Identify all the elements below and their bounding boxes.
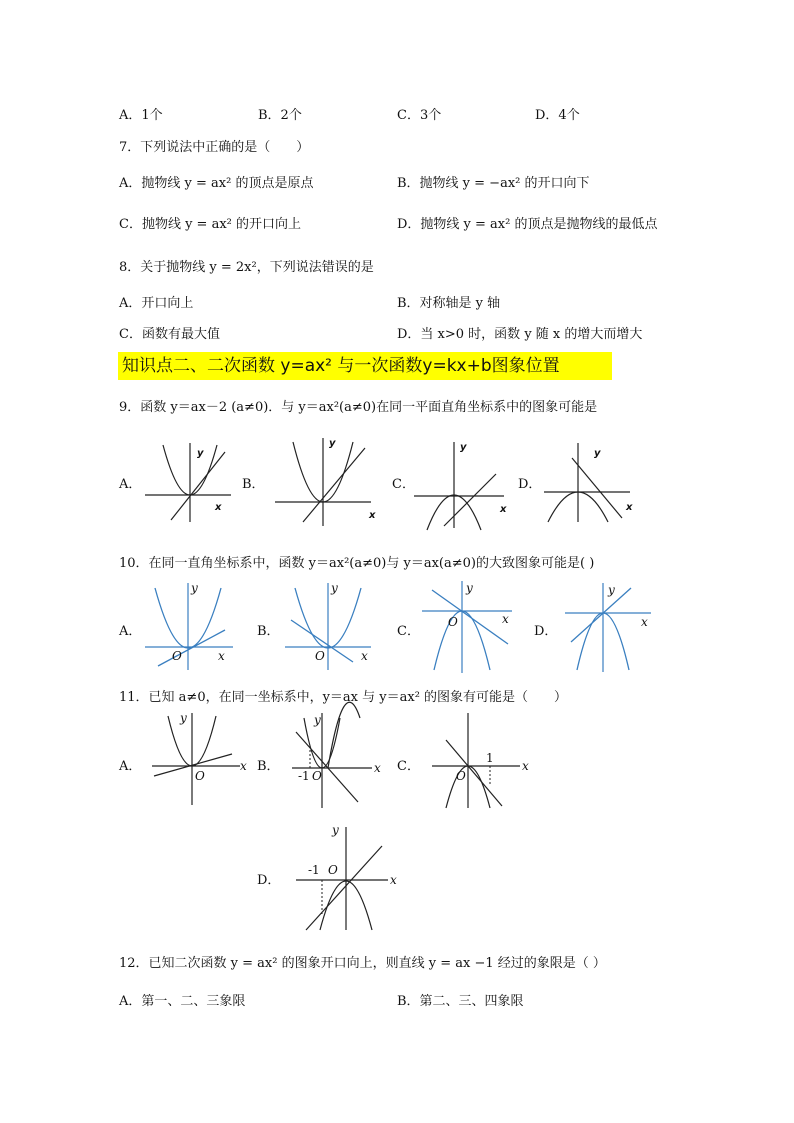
svg-text:x: x xyxy=(374,761,381,775)
svg-text:-1: -1 xyxy=(298,769,310,783)
q11-graph-b xyxy=(292,710,392,810)
q11-graph-c xyxy=(432,710,532,810)
q12-option-a: A．第一、二、三象限 xyxy=(119,994,246,1009)
q9-label-c: C． xyxy=(392,477,415,492)
q10-label-a: A． xyxy=(119,624,142,639)
q8-option-c: C．函数有最大值 xyxy=(119,327,220,342)
svg-text:y: y xyxy=(460,442,467,453)
svg-text:1: 1 xyxy=(486,751,494,765)
svg-text:y: y xyxy=(331,581,338,595)
q8-option-b: B．对称轴是 y 轴 xyxy=(397,296,501,311)
q11-label-b: B． xyxy=(257,759,280,774)
q9-graph-c xyxy=(412,438,512,530)
q6-option-b: B．2个 xyxy=(258,108,302,123)
svg-text:x: x xyxy=(218,649,225,663)
q9-label-a: A． xyxy=(119,477,142,492)
q6-option-d: D．4个 xyxy=(535,108,580,123)
svg-text:y: y xyxy=(594,448,601,459)
svg-text:y: y xyxy=(314,713,321,727)
q12-stem: 12．已知二次函数 y = ax² 的图象开口向上，则直线 y = ax −1 经过的象限是（ ） xyxy=(119,956,606,971)
svg-text:y: y xyxy=(329,438,336,449)
q12-option-b: B．第二、三、四象限 xyxy=(397,994,524,1009)
svg-text:x: x xyxy=(361,649,368,663)
q7-option-d: D．抛物线 y = ax² 的顶点是抛物线的最低点 xyxy=(397,217,658,232)
svg-text:y: y xyxy=(180,711,187,725)
q10-label-b: B． xyxy=(257,624,280,639)
svg-text:y: y xyxy=(466,581,473,595)
q11-graph-d xyxy=(292,824,402,932)
svg-text:x: x xyxy=(522,759,529,773)
svg-text:y: y xyxy=(608,583,615,597)
svg-text:x: x xyxy=(626,502,633,513)
q9-label-b: B． xyxy=(242,477,265,492)
q11-label-c: C． xyxy=(397,759,420,774)
svg-text:x: x xyxy=(390,873,397,887)
svg-text:y: y xyxy=(197,448,204,459)
svg-text:O: O xyxy=(172,649,182,663)
q10-graph-c xyxy=(420,578,520,673)
q11-graph-a xyxy=(150,710,250,805)
q6-option-c: C．3个 xyxy=(397,108,442,123)
q8-option-a: A．开口向上 xyxy=(119,296,194,311)
svg-text:x: x xyxy=(240,759,247,773)
q10-graph-d xyxy=(563,580,663,672)
svg-text:y: y xyxy=(332,823,339,837)
section-heading: 知识点二、二次函数 y=ax² 与一次函数y=kx+b图象位置 xyxy=(118,352,612,380)
q7-option-b: B．抛物线 y = −ax² 的开口向下 xyxy=(397,176,590,191)
q10-label-c: C． xyxy=(397,624,420,639)
svg-text:x: x xyxy=(369,510,376,521)
svg-text:O: O xyxy=(448,615,458,629)
svg-text:x: x xyxy=(500,504,507,515)
q8-option-d: D．当 x>0 时，函数 y 随 x 的增大而增大 xyxy=(397,327,643,342)
q9-graph-b xyxy=(273,434,383,526)
q8-stem: 8．关于抛物线 y = 2x²，下列说法错误的是 xyxy=(119,260,374,275)
svg-text:x: x xyxy=(502,612,509,626)
q10-graph-a xyxy=(143,580,243,670)
svg-text:O: O xyxy=(312,769,322,783)
q9-graph-d xyxy=(542,440,637,525)
q7-stem: 7．下列说法中正确的是（ ） xyxy=(119,140,310,155)
q11-stem: 11．已知 a≠0，在同一坐标系中，y＝ax 与 y＝ax² 的图象有可能是（ ） xyxy=(119,690,568,705)
q9-graph-a xyxy=(143,440,238,525)
q11-label-d: D． xyxy=(257,873,281,888)
svg-text:x: x xyxy=(215,502,222,513)
q7-option-c: C．抛物线 y = ax² 的开口向上 xyxy=(119,217,302,232)
q10-label-d: D． xyxy=(534,624,558,639)
q9-stem: 9．函数 y＝ax－2 (a≠0)．与 y＝ax²(a≠0)在同一平面直角坐标系中的图象可能是 xyxy=(119,400,598,415)
svg-text:y: y xyxy=(191,581,198,595)
svg-text:x: x xyxy=(641,615,648,629)
svg-text:O: O xyxy=(195,769,205,783)
q6-option-a: A．1个 xyxy=(119,108,163,123)
svg-text:-1: -1 xyxy=(308,863,320,877)
q7-option-a: A．抛物线 y = ax² 的顶点是原点 xyxy=(119,176,314,191)
q10-stem: 10．在同一直角坐标系中，函数 y＝ax²(a≠0)与 y＝ax(a≠0)的大致图象可能是( ) xyxy=(119,556,595,571)
svg-text:O: O xyxy=(315,649,325,663)
svg-text:O: O xyxy=(328,863,338,877)
q10-graph-b xyxy=(283,580,383,670)
q9-label-d: D． xyxy=(518,477,542,492)
q11-label-a: A． xyxy=(119,759,142,774)
svg-text:O: O xyxy=(456,769,466,783)
